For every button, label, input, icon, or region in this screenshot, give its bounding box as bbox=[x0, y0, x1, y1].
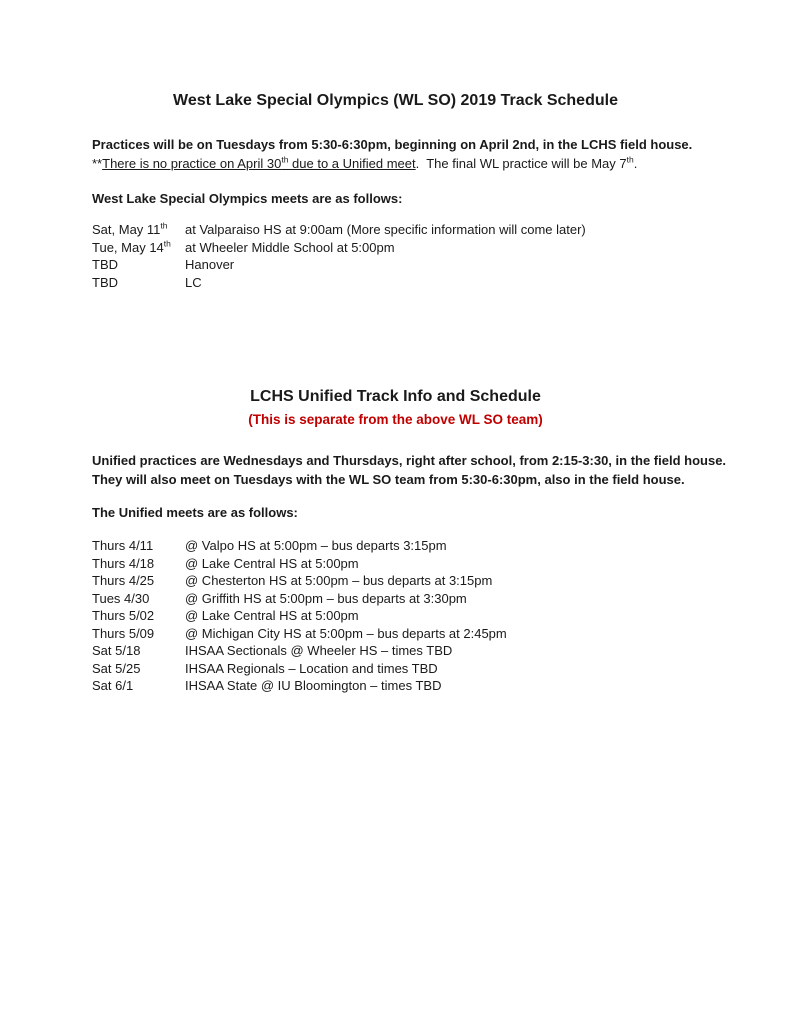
meet-row bbox=[92, 590, 731, 608]
meet-row bbox=[92, 677, 731, 695]
unified-meets-heading: The Unified meets are as follows: bbox=[92, 505, 298, 520]
meet-date: Tue, May 14th bbox=[92, 238, 171, 255]
meet-desc: at Valparaiso HS at 9:00am (More specific information will come later) bbox=[185, 222, 586, 237]
meet-desc: IHSAA State @ IU Bloomington – times TBD bbox=[185, 678, 442, 693]
meet-row bbox=[92, 625, 731, 643]
meet-desc: @ Valpo HS at 5:00pm – bus departs 3:15pm bbox=[185, 538, 447, 553]
meet-row bbox=[92, 660, 731, 678]
meet-date: Tues 4/30 bbox=[92, 590, 150, 606]
meet-date: Sat 5/25 bbox=[92, 660, 141, 676]
meet-row bbox=[92, 537, 731, 555]
meet-desc: IHSAA Sectionals @ Wheeler HS – times TBD bbox=[185, 643, 453, 658]
meet-date: Thurs 5/09 bbox=[92, 625, 155, 641]
meet-row bbox=[92, 256, 731, 274]
meet-row bbox=[92, 607, 731, 625]
meet-row bbox=[92, 239, 731, 257]
meet-date: Thurs 4/11 bbox=[92, 538, 154, 553]
ordinal-suffix: th bbox=[626, 154, 634, 165]
ordinal-suffix: th bbox=[160, 220, 168, 231]
meet-desc: at Wheeler Middle School at 5:00pm bbox=[185, 239, 395, 255]
unified-intro-line1: Unified practices are Wednesdays and Thursdays, right after school, from 2:15-3:30, in the field house. bbox=[92, 453, 727, 468]
meet-desc: @ Chesterton HS at 5:00pm – bus departs at 3:15pm bbox=[185, 573, 493, 588]
meet-desc: IHSAA Regionals – Location and times TBD bbox=[185, 660, 438, 676]
meet-desc: @ Lake Central HS at 5:00pm bbox=[185, 608, 359, 623]
ordinal-suffix: th bbox=[281, 154, 289, 165]
no-practice-note bbox=[92, 154, 731, 173]
note-after: . The final WL practice will be May 7 bbox=[415, 156, 627, 171]
meet-date: Sat 6/1 bbox=[92, 678, 134, 693]
wl-so-intro: Practices will be on Tuesdays from 5:30-6:30pm, beginning on April 2nd, in the LCHS field house. bbox=[92, 137, 693, 152]
unified-meets-list bbox=[92, 537, 731, 695]
meet-date: TBD bbox=[92, 257, 118, 272]
meet-date: TBD bbox=[92, 274, 118, 290]
meet-date: Sat 5/18 bbox=[92, 643, 141, 658]
meet-row bbox=[92, 555, 731, 573]
meet-row bbox=[92, 221, 731, 239]
note-underlined: There is no practice on April 30th due to a Unified meet bbox=[102, 154, 416, 171]
meet-date: Thurs 5/02 bbox=[92, 608, 155, 623]
note-prefix: ** bbox=[92, 156, 103, 171]
wl-so-meets-heading: West Lake Special Olympics meets are as follows: bbox=[92, 191, 403, 206]
ordinal-suffix: th bbox=[163, 238, 171, 249]
unified-subtitle: (This is separate from the above WL SO team) bbox=[248, 412, 543, 427]
note-end: . bbox=[633, 156, 638, 171]
meet-desc: @ Michigan City HS at 5:00pm – bus departs at 2:45pm bbox=[185, 625, 507, 641]
meet-date: Thurs 4/25 bbox=[92, 573, 155, 588]
meet-row bbox=[92, 642, 731, 660]
unified-title: LCHS Unified Track Info and Schedule bbox=[250, 388, 541, 405]
meet-date: Thurs 4/18 bbox=[92, 555, 155, 571]
unified-intro-line2: They will also meet on Tuesdays with the WL SO team from 5:30-6:30pm, also in the field house. bbox=[92, 472, 685, 487]
meet-desc: @ Lake Central HS at 5:00pm bbox=[185, 555, 359, 571]
meet-date: Sat, May 11th bbox=[92, 220, 168, 237]
wl-so-title: West Lake Special Olympics (WL SO) 2019 Track Schedule bbox=[173, 92, 618, 109]
wl-so-meets-list bbox=[92, 221, 731, 291]
meet-desc: Hanover bbox=[185, 257, 235, 272]
meet-row bbox=[92, 572, 731, 590]
meet-row bbox=[92, 274, 731, 292]
meet-desc: @ Griffith HS at 5:00pm – bus departs at 3:30pm bbox=[185, 590, 467, 606]
meet-desc: LC bbox=[185, 274, 202, 290]
